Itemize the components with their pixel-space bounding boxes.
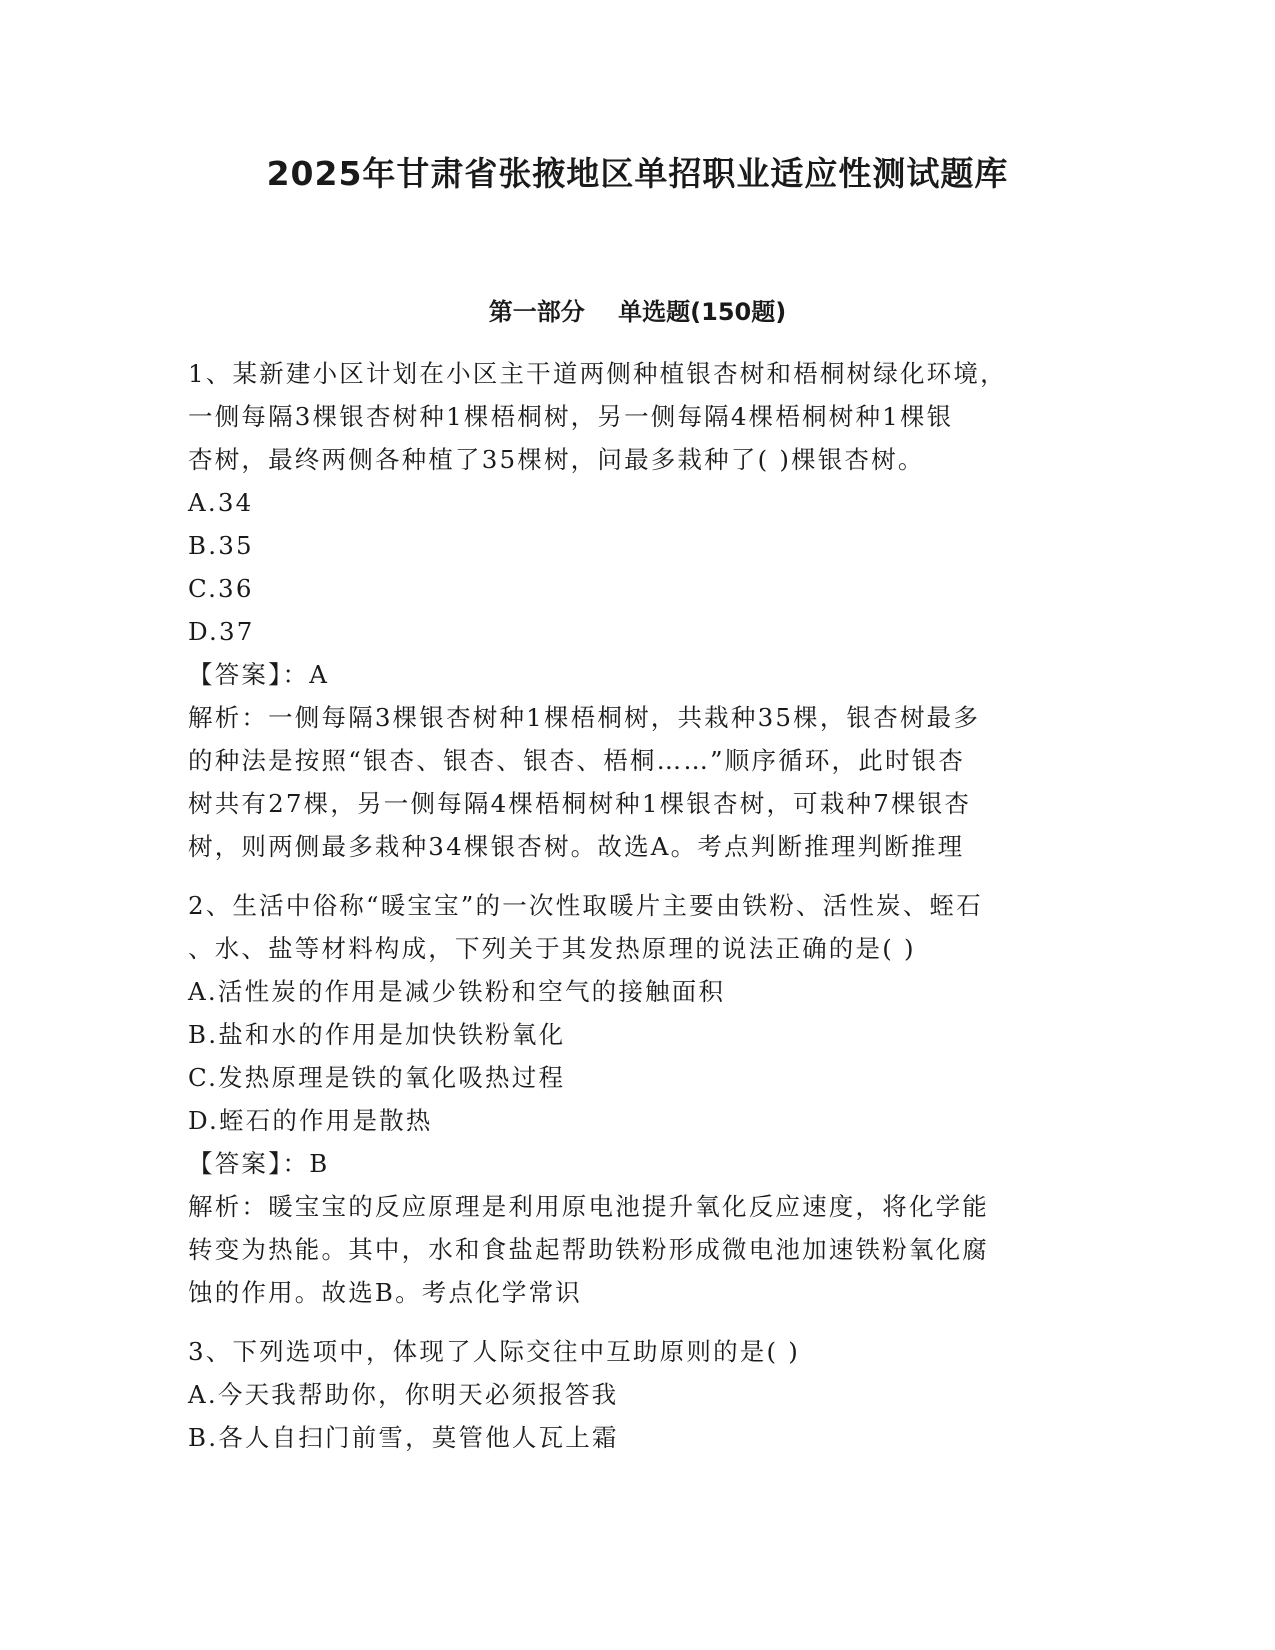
option-b: B.盐和水的作用是加快铁粉氧化 <box>188 1020 566 1049</box>
analysis-line: 的种法是按照“银杏、银杏、银杏、梧桐……”顺序循环，此时银杏 <box>188 746 966 775</box>
question-stem-line: 杏树，最终两侧各种植了35棵树，问最多栽种了( )棵银杏树。 <box>188 445 925 474</box>
question-stem-line: 一侧每隔3棵银杏树种1棵梧桐树，另一侧每隔4棵梧桐树种1棵银 <box>188 402 954 431</box>
option-a: A.今天我帮助你，你明天必须报答我 <box>188 1380 619 1409</box>
option-c: C.36 <box>188 574 254 603</box>
option-d: D.蛭石的作用是散热 <box>188 1106 433 1135</box>
question-stem-line: 、水、盐等材料构成，下列关于其发热原理的说法正确的是( ) <box>188 934 916 963</box>
option-b: B.各人自扫门前雪，莫管他人瓦上霜 <box>188 1423 619 1452</box>
option-d: D.37 <box>188 617 255 646</box>
question-2 <box>188 884 1088 1314</box>
analysis-line: 树，则两侧最多栽种34棵银杏树。故选A。考点判断推理判断推理 <box>188 832 965 861</box>
option-b: B.35 <box>188 531 254 560</box>
answer-line: 【答案】：A <box>188 660 330 689</box>
section-title: 第一部分 单选题(150题) <box>488 298 787 326</box>
question-1 <box>188 352 1088 868</box>
option-a: A.34 <box>188 488 254 517</box>
question-stem-line: 1、某新建小区计划在小区主干道两侧种植银杏树和梧桐树绿化环境， <box>188 359 1007 388</box>
analysis-line: 树共有27棵，另一侧每隔4棵梧桐树种1棵银杏树，可栽种7棵银杏 <box>188 789 972 818</box>
question-stem-line: 2、生活中俗称“暖宝宝”的一次性取暖片主要由铁粉、活性炭、蛭石 <box>188 891 983 920</box>
analysis-line: 蚀的作用。故选B。考点化学常识 <box>188 1278 583 1307</box>
question-stem-line: 3、下列选项中，体现了人际交往中互助原则的是( ) <box>188 1337 800 1366</box>
question-list <box>188 352 1088 1475</box>
document-title: 2025年甘肃省张掖地区单招职业适应性测试题库 <box>266 154 1009 193</box>
analysis-line: 解析：一侧每隔3棵银杏树种1棵梧桐树，共栽种35棵，银杏树最多 <box>188 703 981 732</box>
analysis-line: 解析：暖宝宝的反应原理是利用原电池提升氧化反应速度，将化学能 <box>188 1192 989 1221</box>
option-c: C.发热原理是铁的氧化吸热过程 <box>188 1063 566 1092</box>
analysis-line: 转变为热能。其中，水和食盐起帮助铁粉形成微电池加速铁粉氧化腐 <box>188 1235 989 1264</box>
question-3 <box>188 1330 1088 1459</box>
answer-line: 【答案】：B <box>188 1149 330 1178</box>
option-a: A.活性炭的作用是减少铁粉和空气的接触面积 <box>188 977 726 1006</box>
